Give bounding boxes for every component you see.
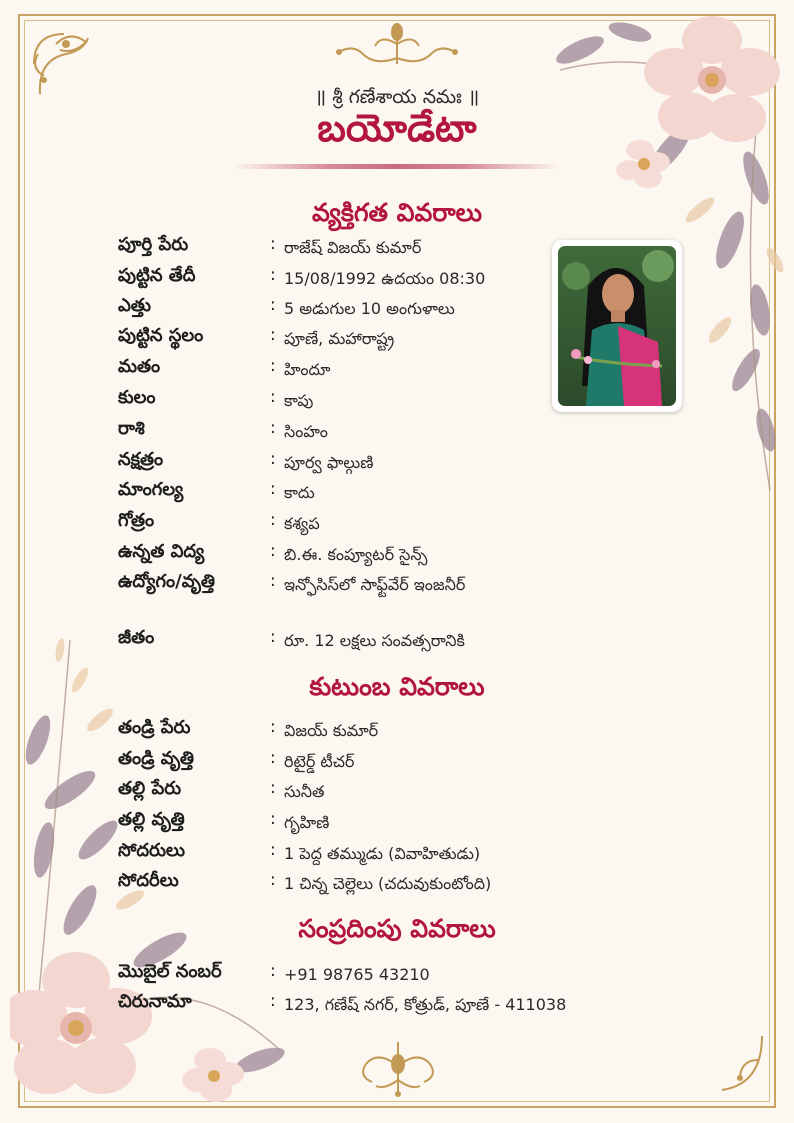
blessing-text: ॥ శ్రీ గణేశాయ నమః ॥	[314, 86, 480, 108]
top-ornament-icon	[323, 18, 471, 76]
personal-detail-label: మాంగల్య	[118, 479, 184, 500]
contact-details-heading: సంప్రదింపు వివరాలు	[298, 914, 496, 943]
personal-detail-label: మతం	[118, 356, 161, 377]
family-detail-value: 1 చిన్న చెల్లెలు (చదువుకుంటోంది)	[284, 874, 492, 893]
family-detail-row	[118, 748, 578, 776]
personal-detail-row	[118, 325, 578, 353]
colon-separator: :	[270, 234, 276, 254]
personal-detail-value: ఇన్ఫోసిస్‌లో సాఫ్ట్‌వేర్ ఇంజనీర్	[284, 575, 466, 594]
corner-flourish-icon	[712, 1030, 770, 1100]
colon-separator: :	[270, 387, 276, 407]
colon-separator: :	[270, 961, 276, 981]
personal-detail-label: పుట్టిన స్థలం	[118, 325, 204, 346]
colon-separator: :	[270, 418, 276, 438]
family-detail-row	[118, 717, 578, 745]
personal-detail-row	[118, 510, 578, 538]
personal-detail-label: పుట్టిన తేదీ	[118, 265, 196, 286]
colon-separator: :	[270, 717, 276, 737]
page-title: బయోడేటా	[317, 106, 477, 150]
personal-detail-label: కులం	[118, 387, 156, 408]
contact-detail-row	[118, 961, 578, 989]
family-detail-label: సోదరులు	[118, 840, 185, 861]
title-divider	[232, 164, 562, 169]
personal-detail-row	[118, 571, 578, 599]
colon-separator: :	[270, 840, 276, 860]
colon-separator: :	[270, 265, 276, 285]
family-detail-row	[118, 778, 578, 806]
family-detail-row	[118, 870, 578, 898]
colon-separator: :	[270, 356, 276, 376]
personal-detail-row	[118, 541, 578, 569]
personal-detail-label: ఉద్యోగం/వృత్తి	[118, 571, 215, 592]
colon-separator: :	[270, 541, 276, 561]
personal-detail-value: కశ్యప	[284, 514, 320, 533]
personal-detail-value: హిందూ	[284, 360, 331, 379]
personal-detail-row	[118, 418, 578, 446]
personal-detail-row	[118, 356, 578, 384]
colon-separator: :	[270, 627, 276, 647]
contact-detail-row	[118, 991, 578, 1019]
personal-detail-row	[118, 479, 578, 507]
personal-detail-value: 15/08/1992 ఉదయం 08:30	[284, 269, 486, 288]
family-detail-label: సోదరీలు	[118, 870, 179, 891]
family-detail-label: తండ్రి పేరు	[118, 717, 191, 738]
personal-detail-row	[118, 234, 578, 262]
personal-detail-label: ఉన్నత విద్య	[118, 541, 205, 562]
family-detail-label: తల్లి వృత్తి	[118, 809, 185, 830]
bottom-ornament-icon	[346, 1036, 450, 1100]
family-detail-value: సునీత	[284, 782, 325, 801]
personal-detail-row	[118, 449, 578, 477]
personal-details-heading: వ్యక్తిగత వివరాలు	[311, 198, 483, 227]
personal-detail-value: రాజేష్ విజయ్ కుమార్	[284, 238, 422, 257]
family-detail-label: తల్లి పేరు	[118, 778, 182, 799]
family-detail-value: గృహిణి	[284, 813, 330, 832]
personal-detail-row	[118, 387, 578, 415]
personal-detail-label: జీతం	[118, 627, 155, 648]
colon-separator: :	[270, 510, 276, 530]
contact-detail-label: మొబైల్ నంబర్	[118, 961, 222, 982]
personal-detail-label: పూర్తి పేరు	[118, 234, 189, 255]
personal-detail-row	[118, 295, 578, 323]
personal-detail-row	[118, 627, 578, 655]
personal-detail-value: 5 అడుగుల 10 అంగుళాలు	[284, 299, 455, 318]
personal-detail-value: బి.ఈ. కంప్యూటర్ సైన్స్	[284, 545, 428, 564]
family-details-heading: కుటుంబ వివరాలు	[309, 672, 485, 701]
personal-detail-row	[118, 265, 578, 293]
family-detail-label: తండ్రి వృత్తి	[118, 748, 194, 769]
colon-separator: :	[270, 571, 276, 591]
personal-detail-label: రాశి	[118, 418, 145, 439]
colon-separator: :	[270, 991, 276, 1011]
colon-separator: :	[270, 295, 276, 315]
personal-detail-value: రూ. 12 లక్షలు సంవత్సరానికి	[284, 631, 465, 650]
colon-separator: :	[270, 479, 276, 499]
colon-separator: :	[270, 449, 276, 469]
colon-separator: :	[270, 870, 276, 890]
personal-detail-label: ఎత్తు	[118, 295, 152, 316]
personal-detail-value: పూణే, మహారాష్ట్ర	[284, 329, 395, 348]
family-detail-value: 1 పెద్ద తమ్ముడు (వివాహితుడు)	[284, 844, 481, 863]
contact-detail-label: చిరునామా	[118, 991, 192, 1012]
family-detail-value: విజయ్ కుమార్	[284, 721, 379, 740]
family-detail-row	[118, 840, 578, 868]
contact-detail-value: 123, గణేష్ నగర్, కోత్రుడ్, పూణే - 411038	[284, 995, 567, 1014]
personal-detail-value: కాపు	[284, 391, 314, 410]
colon-separator: :	[270, 748, 276, 768]
family-detail-value: రిటైర్డ్ టీచర్	[284, 752, 355, 771]
personal-detail-label: నక్షత్రం	[118, 449, 164, 470]
colon-separator: :	[270, 325, 276, 345]
colon-separator: :	[270, 809, 276, 829]
personal-detail-value: సింహం	[284, 422, 328, 441]
personal-detail-value: పూర్వ ఫాల్గుణి	[284, 453, 374, 472]
personal-detail-value: కాదు	[284, 483, 315, 502]
contact-detail-value: +91 98765 43210	[284, 965, 430, 984]
family-detail-row	[118, 809, 578, 837]
colon-separator: :	[270, 778, 276, 798]
personal-detail-label: గోత్రం	[118, 510, 155, 531]
